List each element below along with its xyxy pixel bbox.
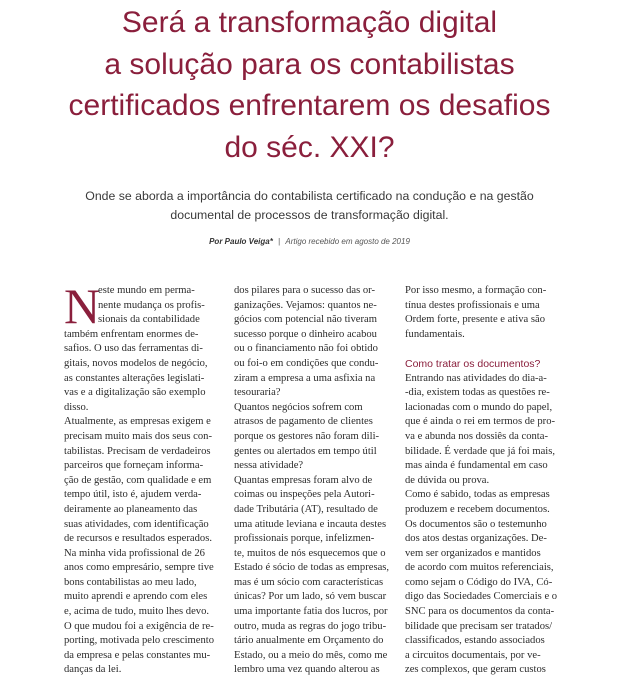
body-line: Estado, ou a meio do mês, como me — [234, 649, 388, 661]
body-line: dos pilares para o sucesso das or- — [234, 285, 375, 296]
body-line: Quantas empresas foram alvo de — [234, 474, 373, 486]
body-line: anos como empresário, sempre tive — [64, 562, 214, 574]
body-line: a circuitos documentais, por ve- — [405, 649, 541, 661]
body-line: únicas? Por um lado, só vem buscar — [234, 591, 387, 603]
body-line: outro, muda as regras do jogo tribu- — [234, 620, 387, 632]
body-line: de acordo com muitos referenciais, — [405, 562, 554, 574]
body-line: bilidade. É verdade que já foi mais, — [405, 445, 556, 457]
body-line: Atualmente, as empresas exigem e — [64, 416, 211, 428]
body-line: tesouraria? — [234, 387, 281, 399]
body-line: também enfrentam enormes de- — [64, 328, 199, 340]
body-line: da empresa e pelas constantes mu- — [64, 649, 211, 661]
body-line: este mundo em perma- — [98, 285, 195, 296]
body-line: Por isso mesmo, a formação con- — [405, 285, 547, 296]
body-line: e, acima de tudo, muito lhes devo. — [64, 606, 210, 618]
body-line: zes complexos, que geram custos — [405, 664, 546, 676]
body-line: parceiros que forneçam informa- — [64, 460, 204, 472]
body-line: ção de gestão, com qualidade e em — [64, 474, 212, 486]
body-line: produzem e recebem documentos. — [405, 503, 550, 515]
body-line: uma importante fatia dos lucros, por — [234, 606, 388, 618]
body-line: nessa atividade? — [234, 460, 304, 472]
body-line: Os documentos são o testemunho — [405, 518, 547, 530]
body-line: ou foi-o em condições que condu- — [234, 357, 379, 369]
body-line: Ordem forte, presente e ativa são — [405, 314, 546, 326]
body-line: tínua destes profissionais e uma — [405, 299, 540, 311]
body-line: de dúvida ou prova. — [405, 474, 490, 486]
body-line: como sejam o Código do IVA, Có- — [405, 576, 553, 588]
body-line: tário anualmente em Orçamento do — [234, 635, 384, 647]
body-line: gócios com potencial não tiveram — [234, 314, 377, 326]
body-line: sucesso porque o dinheiro acabou — [234, 328, 377, 340]
body-line: nente mudança os profis- — [98, 299, 205, 311]
body-line: lacionadas com o mundo do papel, — [405, 401, 553, 413]
body-line: bilidade que precisam ser tratados/ — [405, 620, 553, 632]
lead-line: Onde se aborda a importância do contabilista certificado na condução e na gestão — [85, 189, 534, 203]
byline-separator: | — [278, 237, 281, 246]
title-line: do séc. XXI? — [224, 130, 395, 164]
body-line: coimas ou inspeções pela Autori- — [234, 489, 375, 501]
section-subheading: Como tratar os documentos? — [405, 357, 541, 370]
body-line: vem ser organizados e mantidos — [405, 547, 541, 559]
body-line: deiramente ao planeamento das — [64, 503, 198, 515]
body-line: sionais da contabilidade — [98, 314, 200, 326]
article-lead — [0, 187, 619, 225]
body-line: disso. — [64, 401, 89, 413]
body-line: de recursos e resultados esperados. — [64, 533, 212, 545]
body-line: Quantos negócios sofrem com — [234, 401, 363, 413]
body-line: va e abunda nos dossiês da conta- — [405, 430, 548, 442]
body-line: porting, motivada pelo crescimento — [64, 635, 215, 647]
body-line: suas atividades, com identificação — [64, 518, 209, 530]
title-line: a solução para os contabilistas — [104, 47, 515, 81]
body-column-1 — [64, 278, 229, 678]
title-line: Será a transformação digital — [121, 6, 498, 39]
body-line: Como é sabido, todas as empresas — [405, 489, 550, 501]
body-line: mas ainda é fundamental em caso — [405, 460, 548, 472]
body-line: classificados, estando associados — [405, 635, 545, 647]
body-line: tempo útil, isto é, ajudem verda- — [64, 489, 202, 501]
body-line: gentes ou alertados em tempo útil — [234, 445, 377, 457]
body-line: Estado é sócio de todas as empresas, — [234, 562, 390, 574]
body-line: SNC para os documentos da conta- — [405, 606, 555, 618]
body-line: as constantes alterações legislati- — [64, 372, 205, 384]
body-column-3 — [405, 284, 570, 678]
body-line: te, muitos de nós esquecemos que o — [234, 547, 386, 559]
body-line: ziram a empresa a uma asfixia na — [234, 372, 376, 384]
body-line: O que mudou foi a exigência de re- — [64, 620, 214, 632]
body-line: digo das Sociedades Comerciais e o — [405, 591, 558, 603]
body-line: danças da lei. — [64, 664, 122, 676]
body-line: safios. O uso das ferramentas di- — [64, 343, 203, 355]
body-line: muito aprendi e aprendo com eles — [64, 591, 208, 603]
body-line: Entrando nas atividades do dia-a- — [405, 372, 547, 384]
body-column-2 — [234, 284, 399, 678]
body-line: dade Tributária (AT), resultado de — [234, 503, 378, 515]
lead-line: documental de processos de transformação digital. — [170, 208, 449, 222]
body-line: atrasos de pagamento de clientes — [234, 416, 373, 428]
byline — [0, 237, 619, 246]
body-line: Na minha vida profissional de 26 — [64, 547, 205, 559]
body-line: -dia, existem todas as questões re- — [405, 387, 550, 399]
title-line: certificados enfrentarem os desafios — [68, 89, 551, 122]
body-line: mas é um sócio com características — [234, 576, 384, 588]
body-line: profissionais porque, infelizmen- — [234, 533, 375, 545]
body-line: tabilistas. Precisam de verdadeiros — [64, 445, 211, 457]
article-title — [0, 2, 619, 168]
body-line: ganizações. Vejamos: quantos ne- — [234, 299, 377, 311]
body-line: lembro uma vez quando alterou as — [234, 664, 380, 676]
body-line — [405, 342, 570, 357]
body-line: uma atitude leviana e incauta destes — [234, 518, 387, 530]
author-name: Por Paulo Veiga* — [209, 237, 273, 246]
drop-cap: N — [64, 278, 101, 334]
body-line: precisam muito mais dos seus con- — [64, 430, 212, 442]
body-line: bons contabilistas ao meu lado, — [64, 576, 197, 588]
body-line: ou o financiamento não foi obtido — [234, 343, 378, 355]
body-line: fundamentais. — [405, 328, 465, 340]
body-line: porque os gestores não foram dili- — [234, 430, 380, 442]
body-line: dos atos destas organizações. De- — [405, 533, 547, 545]
body-line: vas e a digitalização são exemplo — [64, 387, 206, 399]
body-line: que é ainda o rei em termos de pro- — [405, 416, 556, 428]
received-note: Artigo recebido em agosto de 2019 — [285, 237, 410, 246]
body-line: gitais, novos modelos de negócio, — [64, 357, 208, 369]
